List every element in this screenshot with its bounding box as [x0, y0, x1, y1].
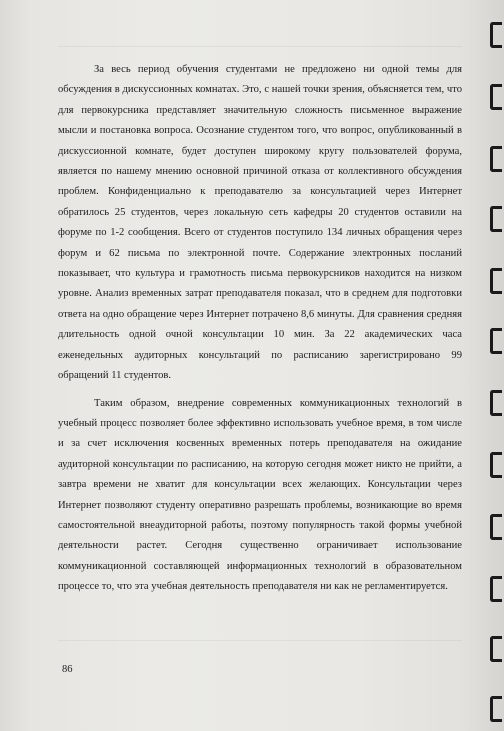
spiral-binding — [482, 0, 504, 731]
binding-ring-icon — [490, 84, 502, 110]
body-text — [58, 60, 462, 598]
bleed-through-line — [58, 640, 462, 641]
paragraph-1: За весь период обучения студентами не предложено ни одной темы для обсуждения в дискуссионных комнатах. Это, с нашей точки зрения, объясняется тем, что для первокурсника представляет значительную сложность письменное выражение мысли и постановка вопроса. Осознание студентом того, что вопрос, опубликованный в дискуссионной комнате, будет доступен широкому кругу пользователей форума, является по нашему мнению основной причиной отказа от коллективного обсуждения проблем. Конфиденциально к преподавателю за консультацией через Интернет обратилось 25 студентов, через локальную сеть кафедры 20 студентов оставили на форуме по 1-2 сообщения. Всего от студентов поступило 134 личных обращения через форум и 62 письма по электронной почте. Содержание электронных посланий показывает, что культура и грамотность письма первокурсников находится на низком уровне. Анализ временных затрат преподавателя показал, что в среднем для подготовки ответа на одно обращение через Интернет потрачено 8,6 минуты. Для сравнения средняя длительность одной очной консультации 10 мин. За 22 академических часа еженедельных аудиторных консультаций по расписанию зарегистрировано 99 обращений 11 студентов. — [58, 64, 462, 382]
binding-ring-icon — [490, 206, 502, 232]
binding-ring-icon — [490, 390, 502, 416]
bleed-through-line — [58, 46, 462, 47]
binding-ring-icon — [490, 576, 502, 602]
binding-ring-icon — [490, 268, 502, 294]
binding-ring-icon — [490, 328, 502, 354]
binding-ring-icon — [490, 636, 502, 662]
binding-ring-icon — [490, 452, 502, 478]
binding-ring-icon — [490, 146, 502, 172]
page-number: 86 — [62, 664, 73, 675]
binding-ring-icon — [490, 514, 502, 540]
paragraph-2: Таким образом, внедрение современных коммуникационных технологий в учебный процесс позволяет более эффективно использовать учебное время, в том числе и за счет исключения косвенных временных потерь преподавателя на ожидание аудиторной консультации по расписанию, на которую сегодня может никто не прийти, а завтра времени не хватит для консультации всех желающих. Консультации через Интернет позволяют студенту оперативно разрешать проблемы, возникающие во время самостоятельной внеаудиторной работы, поэтому популярность такой формы учебной деятельности растет. Сегодня существенно ограничивает использование коммуникационной составляющей информационных технологий в образовательном процессе то, что эта учебная деятельность преподавателя ни как не регламентируется. — [58, 397, 462, 593]
binding-ring-icon — [490, 696, 502, 722]
binding-ring-icon — [490, 22, 502, 48]
